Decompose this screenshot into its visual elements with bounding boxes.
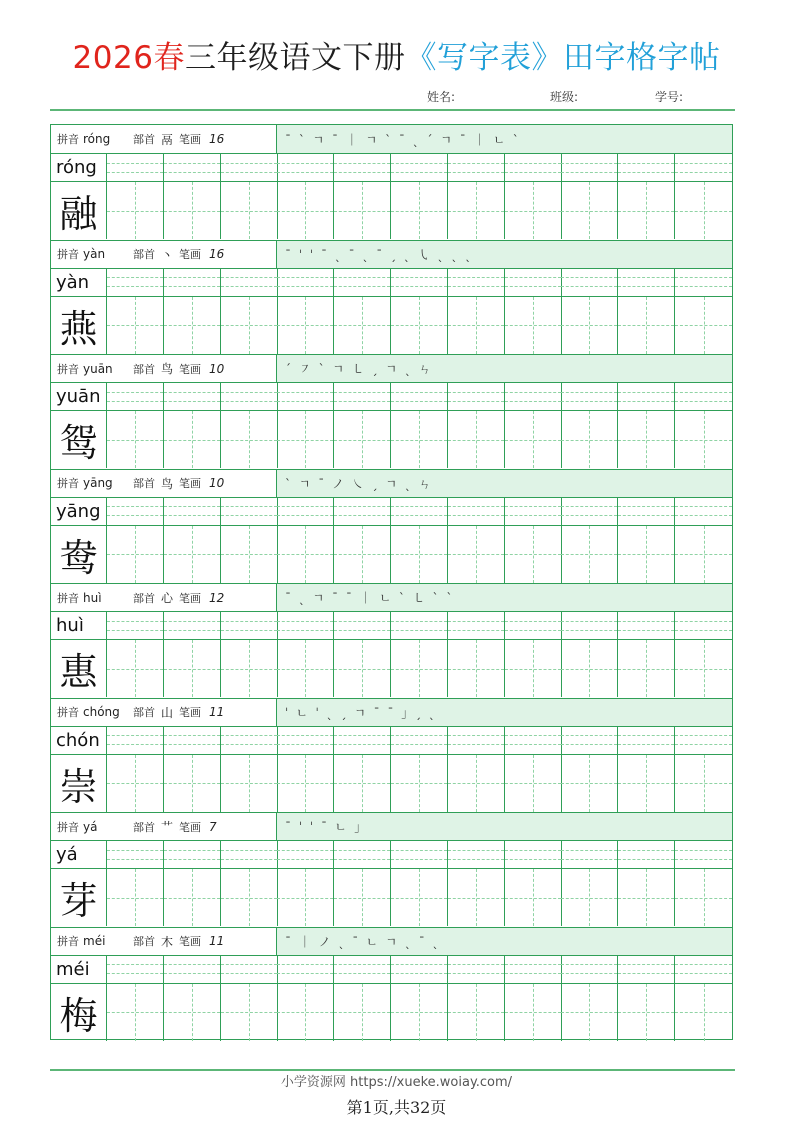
pinyin-writing-cell[interactable]: [618, 956, 675, 983]
strokes-label: 笔画: [179, 248, 202, 261]
tianzige-cell[interactable]: [675, 182, 732, 239]
pinyin-practice-row: [51, 269, 732, 297]
tianzige-cell[interactable]: [221, 526, 278, 583]
tianzige-cell[interactable]: [391, 755, 448, 812]
pinyin-writing-cell[interactable]: [618, 612, 675, 639]
tianzige-cell[interactable]: [561, 984, 618, 1041]
stroke-count: 11: [209, 705, 225, 719]
tianzige-cell[interactable]: [675, 297, 732, 354]
page-title: [0, 34, 793, 82]
pinyin-writing-cell[interactable]: [618, 154, 675, 181]
tianzige-cell[interactable]: [448, 984, 505, 1041]
pinyin-writing-cell[interactable]: [391, 269, 448, 296]
pinyin-writing-cell[interactable]: [675, 841, 732, 868]
pinyin-writing-cell[interactable]: [675, 612, 732, 639]
tianzige-cell[interactable]: [334, 182, 391, 239]
tianzige-cell[interactable]: [618, 640, 675, 697]
info-header: [51, 583, 732, 612]
pinyin-value: chóng: [83, 705, 120, 719]
pinyin-writing-cell[interactable]: [561, 154, 618, 181]
pinyin-writing-cell[interactable]: [221, 956, 278, 983]
stroke-order: ˋ ㄱ ˉ ノ ㇏ ˏ ㄱ ˎ ㄣ: [277, 470, 732, 497]
pinyin-writing-cell[interactable]: [277, 956, 334, 983]
radical-label: 部首: [133, 706, 155, 719]
pinyin-writing-cell[interactable]: [107, 841, 164, 868]
pinyin-writing-cell[interactable]: [164, 154, 221, 181]
pinyin-writing-cell[interactable]: [107, 498, 164, 525]
tianzige-cell[interactable]: [675, 984, 732, 1041]
pinyin-writing-cell[interactable]: [164, 956, 221, 983]
tianzige-cell[interactable]: [448, 755, 505, 812]
pinyin-writing-cell[interactable]: [448, 383, 505, 410]
pinyin-writing-cell[interactable]: [561, 612, 618, 639]
character-practice-row: [51, 640, 732, 697]
pinyin-writing-cell[interactable]: [221, 383, 278, 410]
tianzige-cell[interactable]: [107, 755, 164, 812]
info-header: [51, 469, 732, 498]
pinyin-writing-cell[interactable]: [448, 154, 505, 181]
pinyin-writing-cell[interactable]: [107, 612, 164, 639]
tianzige-cell[interactable]: [391, 640, 448, 697]
info-fields: [51, 813, 277, 840]
character-block: [51, 698, 732, 813]
pinyin-label: 拼音: [57, 706, 79, 719]
pinyin-practice-row: [51, 154, 732, 182]
radical-value: 木: [161, 934, 174, 949]
character-sample: 融: [51, 182, 107, 239]
class-label: 班级:: [550, 90, 579, 104]
pinyin-writing-cell[interactable]: [561, 956, 618, 983]
tianzige-cell[interactable]: [675, 526, 732, 583]
strokes-label: 笔画: [179, 706, 202, 719]
pinyin-sample: yuān: [51, 383, 107, 410]
character-sample: 崇: [51, 755, 107, 812]
pinyin-sample: yāng: [51, 498, 107, 525]
character-sample: 惠: [51, 640, 107, 697]
radical-value: 艹: [161, 820, 174, 834]
tianzige-cell[interactable]: [277, 984, 334, 1041]
pinyin-writing-cell[interactable]: [164, 269, 221, 296]
character-block: [51, 354, 732, 469]
strokes-label: 笔画: [179, 820, 202, 834]
pinyin-writing-cell[interactable]: [221, 841, 278, 868]
tianzige-cell[interactable]: [618, 755, 675, 812]
info-header: [51, 927, 732, 956]
pinyin-label: 拼音: [57, 591, 79, 605]
pinyin-sample: chón: [51, 727, 107, 754]
tianzige-cell[interactable]: [107, 869, 164, 926]
pinyin-writing-cell[interactable]: [334, 727, 391, 754]
tianzige-cell[interactable]: [561, 640, 618, 697]
pinyin-practice-row: [51, 841, 732, 869]
tianzige-cell[interactable]: [334, 755, 391, 812]
tianzige-cell[interactable]: [221, 640, 278, 697]
pinyin-label: 拼音: [57, 477, 79, 490]
tianzige-cell[interactable]: [391, 182, 448, 239]
character-practice-row: [51, 755, 732, 812]
stroke-count: 12: [209, 590, 225, 605]
pinyin-writing-cell[interactable]: [448, 498, 505, 525]
pinyin-writing-cell[interactable]: [675, 956, 732, 983]
character-sample: 芽: [51, 869, 107, 926]
student-id-label: 学号:: [655, 90, 684, 104]
strokes-label: 笔画: [179, 362, 202, 376]
pinyin-writing-cell[interactable]: [561, 841, 618, 868]
pinyin-sample: huì: [51, 612, 107, 639]
character-practice-row: [51, 984, 732, 1041]
strokes-label: 笔画: [179, 935, 202, 948]
info-header: [51, 812, 732, 841]
tianzige-cell[interactable]: [391, 526, 448, 583]
pinyin-practice-row: [51, 612, 732, 640]
pinyin-writing-cell[interactable]: [391, 612, 448, 639]
stroke-order: ˈ ㄴ ˈ ˎ ˏ ㄱ ˉ ˉ ｣ ˏ ˎ: [277, 699, 732, 726]
pinyin-sample: méi: [51, 956, 107, 983]
pinyin-writing-cell[interactable]: [505, 154, 562, 181]
pinyin-writing-cell[interactable]: [221, 727, 278, 754]
name-label: 姓名:: [427, 90, 456, 104]
stroke-order: ˉ ｜ ノ ˎ ˉ ㄴ ㄱ ˎ ˉ ˎ: [277, 928, 732, 955]
pinyin-writing-cell[interactable]: [334, 612, 391, 639]
tianzige-cell[interactable]: [164, 984, 221, 1041]
tianzige-cell[interactable]: [561, 411, 618, 468]
character-sample: 鸳: [51, 411, 107, 468]
radical-label: 部首: [133, 591, 155, 605]
tianzige-cell[interactable]: [277, 755, 334, 812]
pinyin-practice-row: [51, 383, 732, 411]
radical-label: 部首: [133, 820, 155, 834]
pinyin-value: yāng: [83, 476, 113, 490]
pinyin-writing-cell[interactable]: [448, 612, 505, 639]
radical-value: 心: [161, 591, 174, 605]
pinyin-writing-cell[interactable]: [561, 383, 618, 410]
tianzige-cell[interactable]: [448, 182, 505, 239]
pinyin-writing-cell[interactable]: [618, 841, 675, 868]
pinyin-writing-cell[interactable]: [391, 498, 448, 525]
pinyin-label: 拼音: [57, 248, 79, 261]
tianzige-cell[interactable]: [505, 297, 562, 354]
pinyin-writing-cell[interactable]: [277, 841, 334, 868]
info-fields: [51, 470, 277, 497]
tianzige-cell[interactable]: [505, 182, 562, 239]
stroke-count: 16: [209, 132, 225, 146]
pinyin-writing-cell[interactable]: [334, 383, 391, 410]
tianzige-cell[interactable]: [561, 526, 618, 583]
tianzige-cell[interactable]: [277, 526, 334, 583]
stroke-order: ˉ ˈ ˈ ˉ ㄴ ｣: [277, 813, 732, 840]
pinyin-sample: róng: [51, 154, 107, 181]
tianzige-cell[interactable]: [334, 869, 391, 926]
tianzige-cell[interactable]: [221, 755, 278, 812]
tianzige-cell[interactable]: [618, 984, 675, 1041]
tianzige-cell[interactable]: [505, 869, 562, 926]
stroke-count: 11: [209, 934, 225, 948]
character-block: [51, 469, 732, 584]
pinyin-writing-cell[interactable]: [164, 727, 221, 754]
tianzige-cell[interactable]: [618, 411, 675, 468]
tianzige-cell[interactable]: [334, 526, 391, 583]
stroke-count: 7: [209, 819, 217, 834]
character-block: [51, 125, 732, 240]
tianzige-cell[interactable]: [505, 984, 562, 1041]
tianzige-cell[interactable]: [334, 411, 391, 468]
stroke-count: 10: [209, 361, 225, 376]
tianzige-cell[interactable]: [505, 755, 562, 812]
pinyin-writing-cell[interactable]: [107, 383, 164, 410]
info-fields: [51, 928, 277, 955]
tianzige-cell[interactable]: [448, 297, 505, 354]
tianzige-cell[interactable]: [505, 640, 562, 697]
pinyin-label: 拼音: [57, 935, 79, 948]
pinyin-writing-cell[interactable]: [505, 498, 562, 525]
radical-value: 丶: [161, 247, 174, 262]
pinyin-sample: yàn: [51, 269, 107, 296]
pinyin-writing-cell[interactable]: [107, 154, 164, 181]
tianzige-cell[interactable]: [391, 297, 448, 354]
pinyin-writing-cell[interactable]: [277, 269, 334, 296]
pinyin-writing-cell[interactable]: [391, 383, 448, 410]
pinyin-value: róng: [83, 132, 111, 146]
tianzige-cell[interactable]: [277, 869, 334, 926]
tianzige-cell[interactable]: [277, 297, 334, 354]
pinyin-writing-cell[interactable]: [164, 612, 221, 639]
pinyin-writing-cell[interactable]: [277, 154, 334, 181]
tianzige-cell[interactable]: [107, 984, 164, 1041]
strokes-label: 笔画: [179, 133, 202, 146]
pinyin-writing-cell[interactable]: [675, 154, 732, 181]
pinyin-writing-cell[interactable]: [391, 154, 448, 181]
tianzige-cell[interactable]: [561, 297, 618, 354]
footer-site: 小学资源网 https://xueke.woiay.com/: [280, 1075, 513, 1090]
tianzige-cell[interactable]: [164, 411, 221, 468]
radical-label: 部首: [133, 133, 155, 146]
tianzige-cell[interactable]: [448, 526, 505, 583]
radical-value: 山: [161, 705, 174, 720]
character-block: [51, 812, 732, 927]
tianzige-cell[interactable]: [391, 984, 448, 1041]
tianzige-cell[interactable]: [448, 411, 505, 468]
tianzige-cell[interactable]: [618, 297, 675, 354]
tianzige-cell[interactable]: [618, 182, 675, 239]
tianzige-cell[interactable]: [221, 984, 278, 1041]
tianzige-cell[interactable]: [221, 182, 278, 239]
pinyin-writing-cell[interactable]: [618, 727, 675, 754]
tianzige-cell[interactable]: [164, 182, 221, 239]
pinyin-writing-cell[interactable]: [221, 498, 278, 525]
character-practice-row: [51, 182, 732, 239]
pinyin-writing-cell[interactable]: [391, 841, 448, 868]
character-practice-row: [51, 297, 732, 354]
pinyin-writing-cell[interactable]: [448, 841, 505, 868]
pinyin-writing-cell[interactable]: [334, 956, 391, 983]
tianzige-cell[interactable]: [107, 411, 164, 468]
tianzige-cell[interactable]: [675, 869, 732, 926]
tianzige-cell[interactable]: [164, 755, 221, 812]
pinyin-writing-cell[interactable]: [221, 269, 278, 296]
tianzige-cell[interactable]: [618, 869, 675, 926]
tianzige-cell[interactable]: [334, 984, 391, 1041]
pinyin-writing-cell[interactable]: [505, 727, 562, 754]
tianzige-cell[interactable]: [164, 297, 221, 354]
pinyin-writing-cell[interactable]: [221, 612, 278, 639]
pinyin-writing-cell[interactable]: [277, 498, 334, 525]
pinyin-label: 拼音: [57, 133, 79, 146]
pinyin-writing-cell[interactable]: [334, 269, 391, 296]
character-sample: 鸯: [51, 526, 107, 583]
pinyin-writing-cell[interactable]: [618, 498, 675, 525]
pinyin-value: huì: [83, 590, 102, 605]
character-practice-row: [51, 869, 732, 926]
pinyin-value: méi: [83, 934, 106, 948]
tianzige-cell[interactable]: [448, 869, 505, 926]
practice-sheet: [50, 124, 733, 1040]
pinyin-writing-cell[interactable]: [675, 727, 732, 754]
pinyin-writing-cell[interactable]: [107, 727, 164, 754]
tianzige-cell[interactable]: [107, 297, 164, 354]
character-block: [51, 240, 732, 355]
pinyin-writing-cell[interactable]: [505, 956, 562, 983]
tianzige-cell[interactable]: [448, 640, 505, 697]
character-block: [51, 927, 732, 1042]
radical-label: 部首: [133, 935, 155, 948]
info-header: [51, 125, 732, 154]
pinyin-writing-cell[interactable]: [277, 727, 334, 754]
tianzige-cell[interactable]: [675, 755, 732, 812]
radical-label: 部首: [133, 248, 155, 261]
tianzige-cell[interactable]: [618, 526, 675, 583]
tianzige-cell[interactable]: [561, 755, 618, 812]
radical-label: 部首: [133, 362, 155, 376]
pinyin-writing-cell[interactable]: [107, 956, 164, 983]
tianzige-cell[interactable]: [391, 411, 448, 468]
pinyin-writing-cell[interactable]: [505, 383, 562, 410]
pinyin-writing-cell[interactable]: [164, 383, 221, 410]
tianzige-cell[interactable]: [221, 411, 278, 468]
pinyin-sample: yá: [51, 841, 107, 868]
pinyin-label: 拼音: [57, 362, 79, 376]
stroke-count: 10: [209, 476, 225, 490]
radical-value: 鬲: [161, 132, 174, 147]
character-practice-row: [51, 411, 732, 468]
character-sample: 燕: [51, 297, 107, 354]
pinyin-writing-cell[interactable]: [561, 269, 618, 296]
pinyin-writing-cell[interactable]: [164, 841, 221, 868]
tianzige-cell[interactable]: [334, 297, 391, 354]
pinyin-writing-cell[interactable]: [391, 956, 448, 983]
info-fields: [51, 584, 277, 611]
pinyin-practice-row: [51, 956, 732, 984]
tianzige-cell[interactable]: [107, 526, 164, 583]
pinyin-writing-cell[interactable]: [618, 383, 675, 410]
stroke-order: ˉ ˋ ㄱ ˉ ｜ ㄱ ˋ ˉ ˎ ˊ ㄱ ˉ ｜ ㄴ ˋ: [277, 125, 732, 153]
pinyin-writing-cell[interactable]: [334, 154, 391, 181]
pinyin-value: yá: [83, 819, 98, 834]
stroke-order: ˉ ˎ ㄱ ˉ ˉ ｜ ㄴ ˋ ㇄ ˋ ˋ: [277, 584, 732, 611]
top-divider: [50, 109, 735, 111]
title-year: 2026春: [72, 40, 185, 76]
tianzige-cell[interactable]: [675, 640, 732, 697]
info-header: [51, 698, 732, 727]
pinyin-writing-cell[interactable]: [561, 498, 618, 525]
tianzige-cell[interactable]: [675, 411, 732, 468]
info-fields: [51, 125, 277, 153]
character-practice-row: [51, 526, 732, 583]
pinyin-value: yuān: [83, 361, 113, 376]
tianzige-cell[interactable]: [164, 640, 221, 697]
info-fields: [51, 241, 277, 268]
tianzige-cell[interactable]: [505, 526, 562, 583]
pinyin-writing-cell[interactable]: [675, 383, 732, 410]
pinyin-writing-cell[interactable]: [334, 498, 391, 525]
stroke-order: ˊ ㇇ ˋ ㄱ ㇄ ˏ ㄱ ˎ ㄣ: [277, 355, 732, 382]
pinyin-writing-cell[interactable]: [448, 269, 505, 296]
tianzige-cell[interactable]: [221, 869, 278, 926]
pinyin-writing-cell[interactable]: [277, 383, 334, 410]
pinyin-writing-cell[interactable]: [675, 498, 732, 525]
character-block: [51, 583, 732, 698]
tianzige-cell[interactable]: [164, 869, 221, 926]
tianzige-cell[interactable]: [277, 640, 334, 697]
tianzige-cell[interactable]: [164, 526, 221, 583]
tianzige-cell[interactable]: [561, 182, 618, 239]
pinyin-writing-cell[interactable]: [618, 269, 675, 296]
pinyin-practice-row: [51, 727, 732, 755]
tianzige-cell[interactable]: [505, 411, 562, 468]
tianzige-cell[interactable]: [107, 640, 164, 697]
tianzige-cell[interactable]: [107, 182, 164, 239]
pinyin-value: yàn: [83, 247, 106, 261]
pinyin-writing-cell[interactable]: [164, 498, 221, 525]
pinyin-writing-cell[interactable]: [221, 154, 278, 181]
pinyin-writing-cell[interactable]: [448, 727, 505, 754]
radical-label: 部首: [133, 477, 155, 490]
strokes-label: 笔画: [179, 477, 202, 490]
tianzige-cell[interactable]: [391, 869, 448, 926]
pinyin-writing-cell[interactable]: [448, 956, 505, 983]
info-fields: [51, 355, 277, 382]
info-fields: [51, 699, 277, 726]
pinyin-writing-cell[interactable]: [277, 612, 334, 639]
tianzige-cell[interactable]: [334, 640, 391, 697]
pinyin-writing-cell[interactable]: [561, 727, 618, 754]
stroke-order: ˉ ˈ ˈ ˉ ˎ ˉ ˎ ˉ ˏ ˎ ㇂ ˎ ˎ ˎ: [277, 241, 732, 268]
pinyin-label: 拼音: [57, 820, 79, 834]
pinyin-writing-cell[interactable]: [505, 612, 562, 639]
radical-value: 鸟: [161, 476, 174, 491]
stroke-count: 16: [209, 247, 225, 261]
pinyin-writing-cell[interactable]: [505, 841, 562, 868]
title-main: 三年级语文下册: [184, 40, 406, 76]
strokes-label: 笔画: [179, 591, 202, 605]
pinyin-writing-cell[interactable]: [675, 269, 732, 296]
tianzige-cell[interactable]: [561, 869, 618, 926]
radical-value: 鸟: [161, 362, 174, 376]
pinyin-writing-cell[interactable]: [107, 269, 164, 296]
tianzige-cell[interactable]: [221, 297, 278, 354]
pinyin-writing-cell[interactable]: [505, 269, 562, 296]
pinyin-writing-cell[interactable]: [334, 841, 391, 868]
character-sample: 梅: [51, 984, 107, 1041]
tianzige-cell[interactable]: [277, 411, 334, 468]
info-header: [51, 354, 732, 383]
pinyin-writing-cell[interactable]: [391, 727, 448, 754]
page-number: 第1页,共32页: [346, 1098, 447, 1117]
info-header: [51, 240, 732, 269]
tianzige-cell[interactable]: [277, 182, 334, 239]
pinyin-practice-row: [51, 498, 732, 526]
title-book: 《写字表》田字格字帖: [405, 40, 721, 76]
